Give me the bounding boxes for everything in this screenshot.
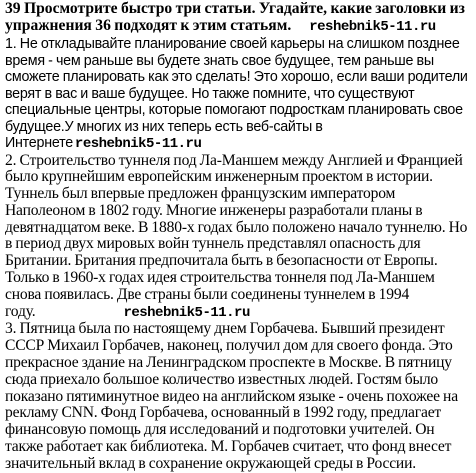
- article-3-number: 3.: [5, 320, 17, 338]
- article-3: [5, 321, 473, 472]
- article-2: [5, 153, 473, 322]
- article-2-text: Строительство туннеля под Ла-Маншем между Англией и Францией было крупнейшим европейским инженерным проектом в истории. Туннель был впервые предложен французским императором Наполеоном в 1802 году. Многие инженеры разработали планы в девятнадцатом веке. В 1880-х годах было положено начало туннелю. Но в период двух мировых войн туннель представлял опасность для Британии. Британия предпочитала быть в безопасности от Европы. Только в 1960-х годах идея строительства тоннеля под Ла-Маншем снова появилась. Две страны были соединены туннелем в 1994 году.: [5, 151, 468, 320]
- article-1-text: Не откладывайте планирование своей карьеры на слишком позднее время - чем раньше вы будете знать свое будущее, тем раньше вы сможете планировать как это сделать! Это хорошо, если ваши родители верят в вас и ваше будущее. Но также помните, что существуют специальные центры, которые помогают подросткам планировать свое будущее.У многих из них теперь есть веб-сайты в Интернете: [5, 36, 468, 151]
- watermark: reshebnik5-11.ru: [74, 136, 202, 152]
- article-1-number: 1.: [5, 36, 17, 52]
- watermark: reshebnik5-11.ru: [309, 19, 436, 35]
- article-2-number: 2.: [5, 151, 17, 169]
- exercise-heading-text: 39 Просмотрите быстро три статьи. Угадайте, какие заголовки из упражнения 36 подходят к этим статьям.: [5, 0, 465, 34]
- article-3-text: Пятница была по настоящему днем Горбачева. Бывший президент СССР Михаил Горбачев, наконец, получил дом для своего фонда. Это прекрасное здание на Ленинградском проспекте в Москве. В пятницу сюда приехало большое количество известных людей. Гостям было показано пятиминутное видео на английском языке - очень похожее на рекламу CNN. Фонд Горбачева, основанный в 1992 году, предлагает финансовую помощь для исследований и подготовки учителей. Он также работает как библиотека. М. Горбачев считает, что фонд внесет значительный вклад в сохранение окружающей среды в России.: [5, 320, 458, 472]
- exercise-heading: [5, 0, 473, 36]
- article-1: [5, 36, 473, 153]
- document-page: [5, 0, 473, 473]
- watermark: reshebnik5-11.ru: [123, 304, 250, 321]
